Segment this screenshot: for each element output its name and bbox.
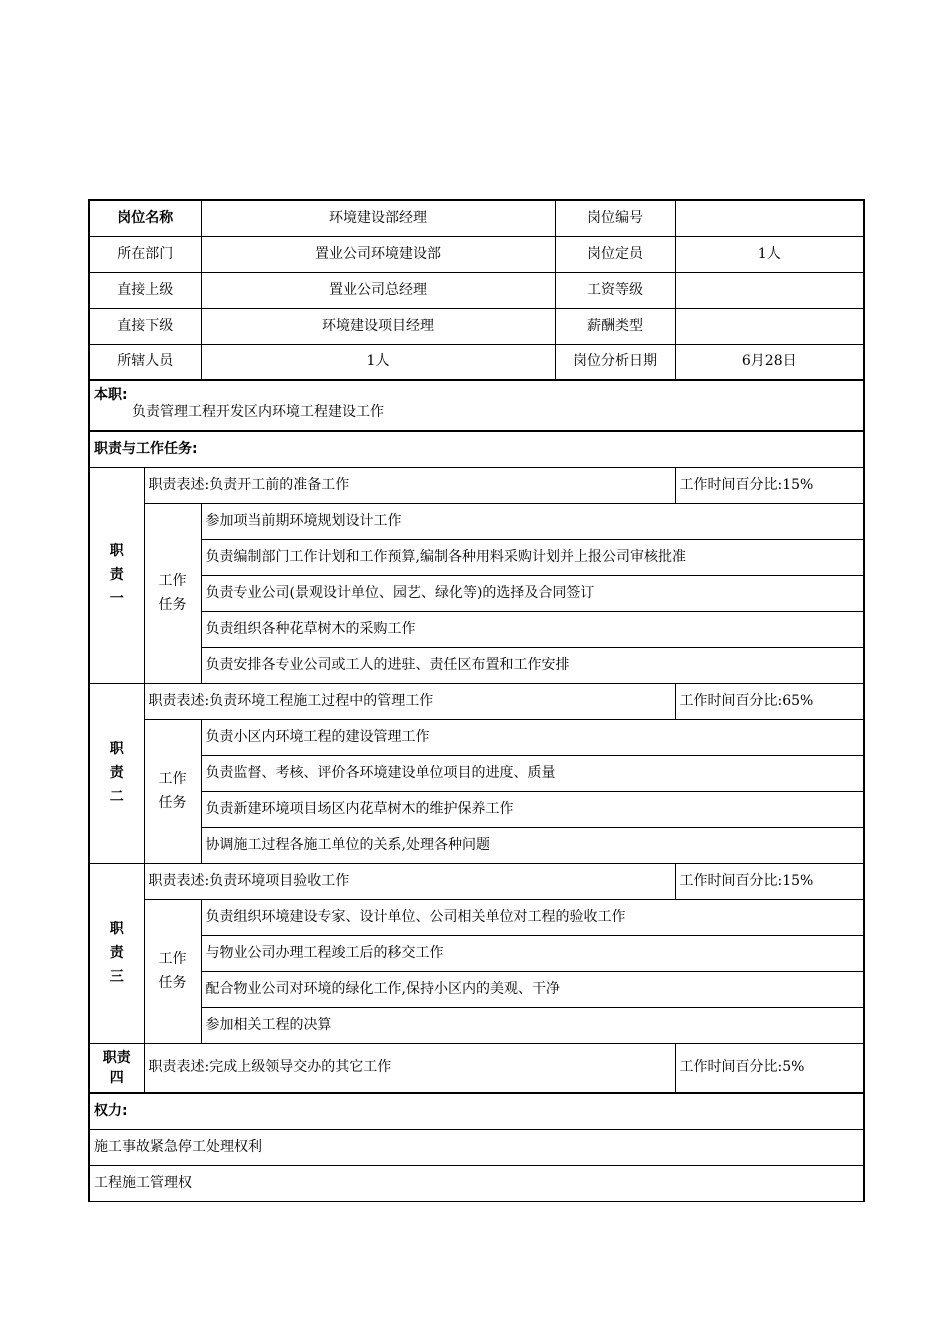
task-row — [89, 719, 864, 755]
position-code-value — [675, 200, 864, 236]
duty-desc-row — [89, 683, 864, 719]
supervisor-label: 直接上级 — [89, 272, 201, 308]
supervisor-value: 置业公司总经理 — [201, 272, 555, 308]
power-title-row — [89, 1093, 864, 1129]
position-name-value: 环境建设部经理 — [201, 200, 555, 236]
duty-4-pct: 工作时间百分比:5% — [675, 1043, 864, 1093]
pay-type-label: 薪酬类型 — [555, 308, 675, 344]
duty-3-label: 职 责 三 — [89, 863, 144, 1043]
task-label: 工作 任务 — [144, 899, 201, 1043]
subordinate-label: 直接下级 — [89, 308, 201, 344]
duty-1-desc: 职责表述:负责开工前的准备工作 — [144, 467, 675, 503]
task-label: 工作 任务 — [144, 503, 201, 683]
core-duty-label: 本职: — [94, 387, 128, 403]
core-duty-row — [89, 380, 864, 431]
duty-1-task: 负责编制部门工作计划和工作预算,编制各种用料采购计划并上报公司审核批准 — [201, 539, 864, 575]
task-row — [89, 791, 864, 827]
duty-3-task: 负责组织环境建设专家、设计单位、公司相关单位对工程的验收工作 — [201, 899, 864, 935]
duty-2-task: 负责监督、考核、评价各环境建设单位项目的进度、质量 — [201, 755, 864, 791]
job-description-table — [88, 199, 865, 1202]
salary-grade-label: 工资等级 — [555, 272, 675, 308]
department-label: 所在部门 — [89, 236, 201, 272]
duty-4-desc: 职责表述:完成上级领导交办的其它工作 — [144, 1043, 675, 1093]
position-code-label: 岗位编号 — [555, 200, 675, 236]
task-row — [89, 575, 864, 611]
duty-2-task: 负责小区内环境工程的建设管理工作 — [201, 719, 864, 755]
header-row — [89, 344, 864, 380]
salary-grade-value — [675, 272, 864, 308]
duty-3-task: 配合物业公司对环境的绿化工作,保持小区内的美观、干净 — [201, 971, 864, 1007]
power-title: 权力: — [89, 1093, 864, 1129]
task-row — [89, 647, 864, 683]
duty-1-label: 职 责 一 — [89, 467, 144, 683]
task-row — [89, 899, 864, 935]
pay-type-value — [675, 308, 864, 344]
staff-label: 所辖人员 — [89, 344, 201, 380]
staff-value: 1人 — [201, 344, 555, 380]
duty-desc-row — [89, 1043, 864, 1093]
power-item: 施工事故紧急停工处理权利 — [89, 1129, 864, 1165]
task-row — [89, 755, 864, 791]
duty-2-task: 协调施工过程各施工单位的关系,处理各种问题 — [201, 827, 864, 863]
core-duty-text: 负责管理工程开发区内环境工程建设工作 — [132, 404, 384, 420]
power-row — [89, 1165, 864, 1201]
headcount-label: 岗位定员 — [555, 236, 675, 272]
header-row — [89, 200, 864, 236]
power-row — [89, 1129, 864, 1165]
subordinate-value: 环境建设项目经理 — [201, 308, 555, 344]
power-item: 工程施工管理权 — [89, 1165, 864, 1201]
header-row — [89, 272, 864, 308]
analysis-date-label: 岗位分析日期 — [555, 344, 675, 380]
header-row — [89, 236, 864, 272]
task-row — [89, 935, 864, 971]
duty-1-task: 负责组织各种花草树木的采购工作 — [201, 611, 864, 647]
analysis-date-value: 6月28日 — [675, 344, 864, 380]
position-name-label: 岗位名称 — [89, 200, 201, 236]
duty-2-desc: 职责表述:负责环境工程施工过程中的管理工作 — [144, 683, 675, 719]
duties-title: 职责与工作任务: — [89, 431, 864, 467]
task-row — [89, 503, 864, 539]
header-row — [89, 308, 864, 344]
duty-3-pct: 工作时间百分比:15% — [675, 863, 864, 899]
task-label: 工作 任务 — [144, 719, 201, 863]
task-row — [89, 539, 864, 575]
job-description-sheet — [88, 199, 863, 1202]
duties-title-row — [89, 431, 864, 467]
duty-1-pct: 工作时间百分比:15% — [675, 467, 864, 503]
duty-4-label: 职责 四 — [89, 1043, 144, 1093]
task-row — [89, 827, 864, 863]
duty-3-desc: 职责表述:负责环境项目验收工作 — [144, 863, 675, 899]
task-row — [89, 611, 864, 647]
duty-3-task: 与物业公司办理工程竣工后的移交工作 — [201, 935, 864, 971]
duty-desc-row — [89, 863, 864, 899]
duty-2-pct: 工作时间百分比:65% — [675, 683, 864, 719]
duty-1-task: 负责专业公司(景观设计单位、园艺、绿化等)的选择及合同签订 — [201, 575, 864, 611]
task-row — [89, 1007, 864, 1043]
department-value: 置业公司环境建设部 — [201, 236, 555, 272]
duty-2-task: 负责新建环境项目场区内花草树木的维护保养工作 — [201, 791, 864, 827]
headcount-value: 1人 — [675, 236, 864, 272]
duty-2-label: 职 责 二 — [89, 683, 144, 863]
task-row — [89, 971, 864, 1007]
duty-3-task: 参加相关工程的决算 — [201, 1007, 864, 1043]
duty-1-task: 参加项当前期环境规划设计工作 — [201, 503, 864, 539]
duty-1-task: 负责安排各专业公司或工人的进驻、责任区布置和工作安排 — [201, 647, 864, 683]
duty-desc-row — [89, 467, 864, 503]
